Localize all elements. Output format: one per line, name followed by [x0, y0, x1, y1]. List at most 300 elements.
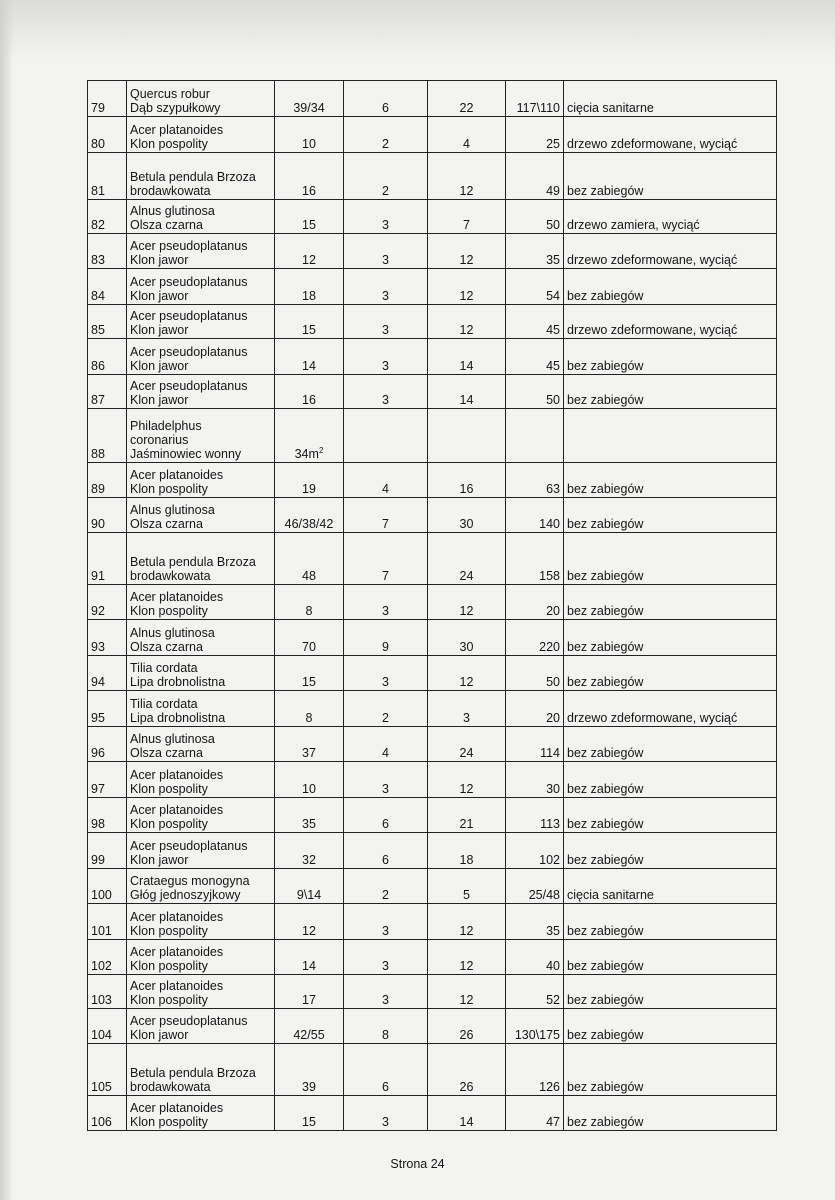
- table-row: [88, 620, 777, 656]
- height-cell: 24: [428, 727, 506, 762]
- row-number-cell: 82: [88, 200, 127, 234]
- row-number-cell: 89: [88, 463, 127, 498]
- height-cell: 21: [428, 798, 506, 833]
- table-row: [88, 904, 777, 940]
- row-number-cell: 83: [88, 234, 127, 269]
- height-cell: 14: [428, 375, 506, 409]
- recommendation-cell: cięcia sanitarne: [564, 81, 777, 117]
- species-name-line: Klon pospolity: [130, 924, 208, 938]
- row-number-cell: 81: [88, 153, 127, 200]
- row-number-cell: 92: [88, 585, 127, 620]
- trunk-value: 16: [302, 393, 316, 407]
- species-name-line: Acer pseudoplatanus: [130, 1014, 248, 1028]
- height-cell: 3: [428, 691, 506, 727]
- species-name-line: Alnus glutinosa: [130, 732, 215, 746]
- circumference-cell: 158: [506, 533, 564, 585]
- crown-width-cell: 3: [344, 975, 428, 1009]
- crown-width-cell: 6: [344, 81, 428, 117]
- area-superscript: 2: [318, 445, 324, 455]
- table-row: [88, 585, 777, 620]
- species-name-line: Olsza czarna: [130, 746, 203, 760]
- trunk-value: 46/38/42: [284, 517, 334, 531]
- species-name-cell: [127, 691, 275, 727]
- crown-width-cell: 3: [344, 200, 428, 234]
- crown-width-cell: 2: [344, 869, 428, 904]
- species-name-line: Acer platanoides: [130, 1101, 224, 1115]
- recommendation-cell: bez zabiegów: [564, 533, 777, 585]
- recommendation-cell: bez zabiegów: [564, 656, 777, 691]
- circumference-cell: 49: [506, 153, 564, 200]
- circumference-cell: 35: [506, 904, 564, 940]
- height-cell: 26: [428, 1044, 506, 1096]
- recommendation-cell: drzewo zamiera, wyciąć: [564, 200, 777, 234]
- crown-width-cell: 8: [344, 1009, 428, 1044]
- height-cell: 5: [428, 869, 506, 904]
- trunk-value: 12: [302, 924, 316, 938]
- trunk-value: 32: [302, 853, 316, 867]
- species-name-line: Acer pseudoplatanus: [130, 309, 248, 323]
- species-name-line: Olsza czarna: [130, 640, 203, 654]
- height-cell: 18: [428, 833, 506, 869]
- table-row: [88, 1044, 777, 1096]
- trunk-circumference-cell: [275, 234, 344, 269]
- species-name-line: Alnus glutinosa: [130, 503, 215, 517]
- species-name-line: Klon pospolity: [130, 993, 208, 1007]
- trunk-circumference-cell: [275, 305, 344, 339]
- row-number-cell: 95: [88, 691, 127, 727]
- circumference-cell: 45: [506, 339, 564, 375]
- species-name-line: Crataegus monogyna: [130, 874, 250, 888]
- species-name-cell: [127, 117, 275, 153]
- row-number-cell: 104: [88, 1009, 127, 1044]
- trunk-value: 70: [302, 640, 316, 654]
- recommendation-cell: bez zabiegów: [564, 904, 777, 940]
- species-name-line: Klon pospolity: [130, 604, 208, 618]
- row-number-cell: 103: [88, 975, 127, 1009]
- species-name-cell: [127, 798, 275, 833]
- recommendation-cell: drzewo zdeformowane, wyciąć: [564, 234, 777, 269]
- crown-width-cell: 3: [344, 762, 428, 798]
- species-name-line: Lipa drobnolistna: [130, 675, 226, 689]
- trunk-circumference-cell: [275, 1044, 344, 1096]
- height-cell: 14: [428, 1096, 506, 1131]
- trunk-circumference-cell: [275, 762, 344, 798]
- trunk-circumference-cell: [275, 339, 344, 375]
- crown-width-cell: 6: [344, 833, 428, 869]
- species-name-line: Alnus glutinosa: [130, 204, 215, 218]
- species-name-line: Dąb szypułkowy: [130, 101, 221, 115]
- height-cell: 12: [428, 585, 506, 620]
- species-name-line: Klon pospolity: [130, 959, 208, 973]
- species-name-line: Acer pseudoplatanus: [130, 345, 248, 359]
- circumference-cell: 52: [506, 975, 564, 1009]
- scan-shadow-top: [0, 0, 835, 60]
- circumference-cell: 30: [506, 762, 564, 798]
- trunk-value: 12: [302, 253, 316, 267]
- species-name-cell: [127, 585, 275, 620]
- circumference-cell: 40: [506, 940, 564, 975]
- trunk-value: 8: [305, 604, 313, 618]
- species-name-line: Acer pseudoplatanus: [130, 239, 248, 253]
- trunk-circumference-cell: [275, 153, 344, 200]
- trunk-circumference-cell: [275, 1096, 344, 1131]
- trunk-circumference-cell: [275, 200, 344, 234]
- recommendation-cell: bez zabiegów: [564, 1096, 777, 1131]
- table-row: [88, 375, 777, 409]
- trunk-value: 15: [302, 323, 316, 337]
- species-name-cell: [127, 234, 275, 269]
- row-number-cell: 96: [88, 727, 127, 762]
- height-cell: 30: [428, 620, 506, 656]
- circumference-cell: 35: [506, 234, 564, 269]
- row-number-cell: 98: [88, 798, 127, 833]
- row-number-cell: 101: [88, 904, 127, 940]
- row-number-cell: 85: [88, 305, 127, 339]
- height-cell: 12: [428, 234, 506, 269]
- table-row: [88, 81, 777, 117]
- trunk-value: 15: [302, 1115, 316, 1129]
- table-body: [88, 81, 777, 1131]
- table-row: [88, 762, 777, 798]
- row-number-cell: 84: [88, 269, 127, 305]
- circumference-cell: 45: [506, 305, 564, 339]
- species-name-line: Betula pendula Brzoza: [130, 170, 256, 184]
- trunk-circumference-cell: [275, 656, 344, 691]
- species-name-line: Jaśminowiec wonny: [130, 447, 242, 461]
- trunk-value: 35: [302, 817, 316, 831]
- recommendation-cell: bez zabiegów: [564, 463, 777, 498]
- recommendation-cell: bez zabiegów: [564, 940, 777, 975]
- height-cell: 12: [428, 762, 506, 798]
- crown-width-cell: 2: [344, 153, 428, 200]
- crown-width-cell: 6: [344, 1044, 428, 1096]
- recommendation-cell: drzewo zdeformowane, wyciąć: [564, 691, 777, 727]
- crown-width-cell: 2: [344, 117, 428, 153]
- height-cell: 12: [428, 904, 506, 940]
- species-name-line: Głóg jednoszyjkowy: [130, 888, 241, 902]
- table-row: [88, 656, 777, 691]
- species-name-line: Alnus glutinosa: [130, 626, 215, 640]
- species-name-line: Klon pospolity: [130, 482, 208, 496]
- species-name-cell: [127, 498, 275, 533]
- table-row: [88, 339, 777, 375]
- scan-shadow-left: [0, 0, 14, 1200]
- trunk-circumference-cell: [275, 375, 344, 409]
- height-cell: 7: [428, 200, 506, 234]
- recommendation-cell: bez zabiegów: [564, 585, 777, 620]
- table-row: [88, 975, 777, 1009]
- species-name-line: brodawkowata: [130, 569, 211, 583]
- circumference-cell: 140: [506, 498, 564, 533]
- height-cell: 12: [428, 656, 506, 691]
- crown-width-cell: 4: [344, 727, 428, 762]
- trunk-circumference-cell: [275, 117, 344, 153]
- circumference-cell: 102: [506, 833, 564, 869]
- table-row: [88, 940, 777, 975]
- crown-width-cell: 3: [344, 940, 428, 975]
- trunk-circumference-cell: [275, 498, 344, 533]
- height-cell: 24: [428, 533, 506, 585]
- species-name-line: Klon pospolity: [130, 137, 208, 151]
- trunk-circumference-cell: [275, 869, 344, 904]
- height-cell: 30: [428, 498, 506, 533]
- species-name-line: Philadelphus: [130, 419, 202, 433]
- species-name-line: Klon jawor: [130, 253, 189, 267]
- circumference-cell: 117\110: [506, 81, 564, 117]
- row-number-cell: 79: [88, 81, 127, 117]
- species-name-cell: [127, 940, 275, 975]
- circumference-cell: 126: [506, 1044, 564, 1096]
- species-name-line: Betula pendula Brzoza: [130, 1066, 256, 1080]
- species-name-cell: [127, 533, 275, 585]
- species-name-line: Acer platanoides: [130, 590, 224, 604]
- recommendation-cell: bez zabiegów: [564, 269, 777, 305]
- table-row: [88, 305, 777, 339]
- row-number-cell: 86: [88, 339, 127, 375]
- row-number-cell: 93: [88, 620, 127, 656]
- species-name-line: Acer pseudoplatanus: [130, 275, 248, 289]
- row-number-cell: 105: [88, 1044, 127, 1096]
- trunk-circumference-cell: [275, 727, 344, 762]
- species-name-line: Klon pospolity: [130, 817, 208, 831]
- recommendation-cell: bez zabiegów: [564, 727, 777, 762]
- trunk-circumference-cell: [275, 833, 344, 869]
- crown-width-cell: 3: [344, 375, 428, 409]
- circumference-cell: 63: [506, 463, 564, 498]
- species-name-line: Klon jawor: [130, 323, 189, 337]
- species-name-line: Klon pospolity: [130, 1115, 208, 1129]
- crown-width-cell: 7: [344, 533, 428, 585]
- species-name-cell: [127, 620, 275, 656]
- trunk-value: 37: [302, 746, 316, 760]
- species-name-line: Acer platanoides: [130, 979, 224, 993]
- table-row: [88, 234, 777, 269]
- species-name-cell: [127, 305, 275, 339]
- trunk-value: 39/34: [293, 101, 325, 115]
- recommendation-cell: bez zabiegów: [564, 833, 777, 869]
- trunk-circumference-cell: [275, 904, 344, 940]
- trunk-value: 8: [305, 711, 313, 725]
- species-name-line: Lipa drobnolistna: [130, 711, 226, 725]
- species-name-cell: [127, 463, 275, 498]
- circumference-cell: 114: [506, 727, 564, 762]
- species-name-line: Klon jawor: [130, 393, 189, 407]
- circumference-cell: 20: [506, 691, 564, 727]
- species-name-cell: [127, 1009, 275, 1044]
- species-name-line: coronarius: [130, 433, 189, 447]
- recommendation-cell: [564, 409, 777, 463]
- recommendation-cell: bez zabiegów: [564, 975, 777, 1009]
- trunk-value: 10: [302, 137, 316, 151]
- species-name-cell: [127, 904, 275, 940]
- trunk-value: 16: [302, 184, 316, 198]
- crown-width-cell: 3: [344, 904, 428, 940]
- circumference-cell: [506, 409, 564, 463]
- crown-width-cell: 3: [344, 305, 428, 339]
- table-row: [88, 269, 777, 305]
- trunk-value: 10: [302, 782, 316, 796]
- species-name-cell: [127, 869, 275, 904]
- trunk-circumference-cell: [275, 533, 344, 585]
- table-row: [88, 409, 777, 463]
- species-name-line: Klon pospolity: [130, 782, 208, 796]
- recommendation-cell: bez zabiegów: [564, 1009, 777, 1044]
- trunk-value: 42/55: [293, 1028, 325, 1042]
- row-number-cell: 100: [88, 869, 127, 904]
- crown-width-cell: 3: [344, 1096, 428, 1131]
- height-cell: 12: [428, 153, 506, 200]
- circumference-cell: 113: [506, 798, 564, 833]
- circumference-cell: 220: [506, 620, 564, 656]
- species-name-cell: [127, 1096, 275, 1131]
- species-name-line: brodawkowata: [130, 184, 211, 198]
- trunk-circumference-cell: [275, 269, 344, 305]
- species-name-cell: [127, 375, 275, 409]
- recommendation-cell: drzewo zdeformowane, wyciąć: [564, 305, 777, 339]
- trunk-circumference-cell: [275, 463, 344, 498]
- species-name-line: Klon jawor: [130, 359, 189, 373]
- crown-width-cell: 6: [344, 798, 428, 833]
- species-name-line: Acer platanoides: [130, 123, 224, 137]
- table-row: [88, 869, 777, 904]
- circumference-cell: 50: [506, 200, 564, 234]
- species-name-cell: [127, 339, 275, 375]
- row-number-cell: 97: [88, 762, 127, 798]
- table-row: [88, 498, 777, 533]
- species-name-cell: [127, 409, 275, 463]
- row-number-cell: 99: [88, 833, 127, 869]
- trunk-circumference-cell: [275, 798, 344, 833]
- recommendation-cell: bez zabiegów: [564, 153, 777, 200]
- trunk-value: 39: [302, 1080, 316, 1094]
- species-name-cell: [127, 1044, 275, 1096]
- trunk-value: 34m: [294, 447, 319, 461]
- trunk-value: 15: [302, 675, 316, 689]
- row-number-cell: 87: [88, 375, 127, 409]
- trunk-circumference-cell: [275, 975, 344, 1009]
- table-row: [88, 798, 777, 833]
- species-name-line: Olsza czarna: [130, 517, 203, 531]
- height-cell: 14: [428, 339, 506, 375]
- table-row: [88, 200, 777, 234]
- species-name-line: Acer platanoides: [130, 468, 224, 482]
- species-name-line: Acer platanoides: [130, 803, 224, 817]
- species-name-line: brodawkowata: [130, 1080, 211, 1094]
- trunk-circumference-cell: [275, 409, 344, 463]
- recommendation-cell: bez zabiegów: [564, 798, 777, 833]
- crown-width-cell: 9: [344, 620, 428, 656]
- species-name-line: Klon jawor: [130, 289, 189, 303]
- table-row: [88, 833, 777, 869]
- table-row: [88, 117, 777, 153]
- row-number-cell: 88: [88, 409, 127, 463]
- crown-width-cell: 3: [344, 269, 428, 305]
- crown-width-cell: 3: [344, 656, 428, 691]
- circumference-cell: 50: [506, 656, 564, 691]
- trunk-circumference-cell: [275, 620, 344, 656]
- tree-inventory-table: [87, 80, 777, 1131]
- row-number-cell: 90: [88, 498, 127, 533]
- table-row: [88, 727, 777, 762]
- species-name-cell: [127, 656, 275, 691]
- species-name-cell: [127, 833, 275, 869]
- height-cell: 4: [428, 117, 506, 153]
- trunk-value: 14: [302, 959, 316, 973]
- circumference-cell: 130\175: [506, 1009, 564, 1044]
- recommendation-cell: bez zabiegów: [564, 1044, 777, 1096]
- row-number-cell: 80: [88, 117, 127, 153]
- species-name-line: Betula pendula Brzoza: [130, 555, 256, 569]
- height-cell: 12: [428, 940, 506, 975]
- trunk-value: 9\14: [296, 888, 322, 902]
- recommendation-cell: bez zabiegów: [564, 498, 777, 533]
- recommendation-cell: drzewo zdeformowane, wyciąć: [564, 117, 777, 153]
- species-name-line: Klon jawor: [130, 1028, 189, 1042]
- trunk-value: 17: [302, 993, 316, 1007]
- trunk-circumference-cell: [275, 940, 344, 975]
- species-name-line: Acer pseudoplatanus: [130, 839, 248, 853]
- crown-width-cell: 3: [344, 339, 428, 375]
- table-row: [88, 1096, 777, 1131]
- crown-width-cell: 2: [344, 691, 428, 727]
- trunk-circumference-cell: [275, 1009, 344, 1044]
- row-number-cell: 102: [88, 940, 127, 975]
- recommendation-cell: bez zabiegów: [564, 339, 777, 375]
- species-name-line: Acer platanoides: [130, 768, 224, 782]
- species-name-line: Olsza czarna: [130, 218, 203, 232]
- recommendation-cell: cięcia sanitarne: [564, 869, 777, 904]
- species-name-cell: [127, 727, 275, 762]
- crown-width-cell: 3: [344, 234, 428, 269]
- page-number: Strona 24: [390, 1157, 445, 1171]
- crown-width-cell: [344, 409, 428, 463]
- trunk-value: 48: [302, 569, 316, 583]
- height-cell: 12: [428, 305, 506, 339]
- table-row: [88, 533, 777, 585]
- circumference-cell: 25: [506, 117, 564, 153]
- row-number-cell: 106: [88, 1096, 127, 1131]
- species-name-cell: [127, 762, 275, 798]
- crown-width-cell: 7: [344, 498, 428, 533]
- species-name-line: Tilia cordata: [130, 661, 198, 675]
- recommendation-cell: bez zabiegów: [564, 762, 777, 798]
- height-cell: 22: [428, 81, 506, 117]
- species-name-line: Acer platanoides: [130, 910, 224, 924]
- species-name-cell: [127, 975, 275, 1009]
- height-cell: [428, 409, 506, 463]
- height-cell: 12: [428, 975, 506, 1009]
- trunk-value: 15: [302, 218, 316, 232]
- trunk-value: 19: [302, 482, 316, 496]
- species-name-line: Acer platanoides: [130, 945, 224, 959]
- species-name-cell: [127, 269, 275, 305]
- trunk-circumference-cell: [275, 585, 344, 620]
- trunk-value: 18: [302, 289, 316, 303]
- circumference-cell: 50: [506, 375, 564, 409]
- circumference-cell: 20: [506, 585, 564, 620]
- circumference-cell: 47: [506, 1096, 564, 1131]
- crown-width-cell: 3: [344, 585, 428, 620]
- circumference-cell: 54: [506, 269, 564, 305]
- table-row: [88, 153, 777, 200]
- species-name-cell: [127, 200, 275, 234]
- trunk-value: 14: [302, 359, 316, 373]
- circumference-cell: 25/48: [506, 869, 564, 904]
- crown-width-cell: 4: [344, 463, 428, 498]
- row-number-cell: 94: [88, 656, 127, 691]
- height-cell: 16: [428, 463, 506, 498]
- species-name-line: Quercus robur: [130, 87, 210, 101]
